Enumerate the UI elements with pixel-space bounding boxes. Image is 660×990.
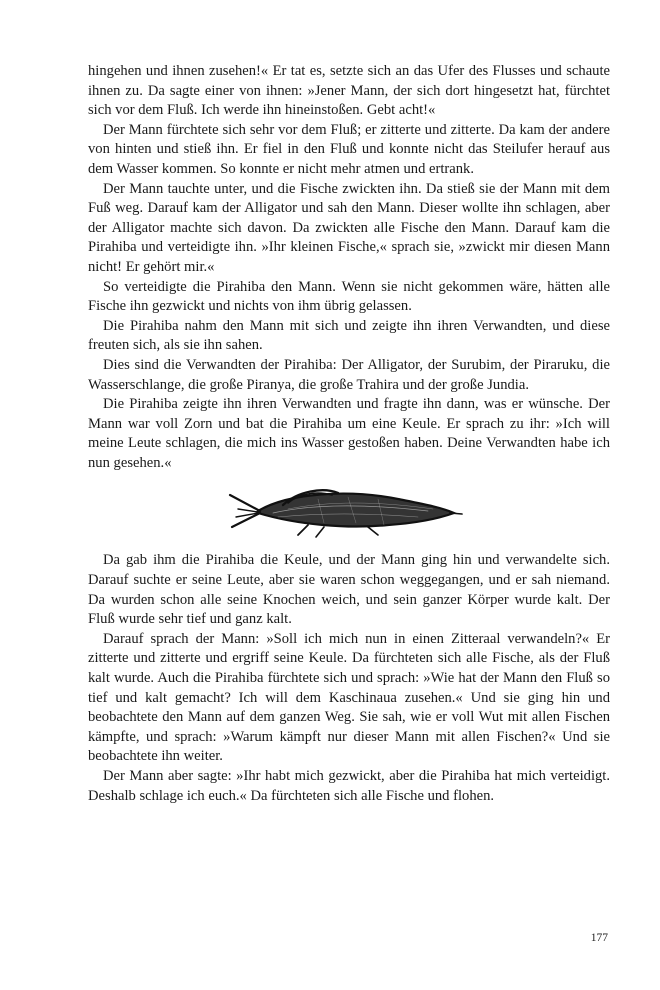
paragraph: hingehen und ihnen zusehen!« Er tat es, setzte sich an das Ufer des Flusses und schaute ihnen zu. Da sagte einer von ihnen: »Jener Mann, der sich dort hingesetzt hat, fürchtet sich vor dem Fluß. Ich werde ihn hineinstoßen. Gebt acht!«: [88, 63, 610, 119]
paragraph: Da gab ihm die Pirahiba die Keule, und der Mann ging hin und verwandelte sich. Darauf suchte er seine Leute, aber sie waren schon weggegangen, und er sah niemand. Da wurden schon alle seine Knochen weich, und sein ganzer Körper wurde kalt. Der Fluß wurde sehr tief und ganz kalt.: [88, 552, 610, 628]
fish-illustration: [88, 473, 610, 551]
paragraph: Der Mann tauchte unter, und die Fische zwickten ihn. Da stieß sie der Mann mit dem Fuß weg. Darauf kam der Alligator und sah den Mann. Dieser wollte ihn schlagen, aber der Alligator machte sich davon. Da zwickten alle Fische den Mann. Darauf kam die Pirahiba und verteidigte ihn. »Ihr kleinen Fische,« sprach sie, »zwickt mir diesen Mann nicht! Er gehört mir.«: [88, 180, 610, 275]
paragraph: Die Pirahiba zeigte ihn ihren Verwandten und fragte ihn dann, was er wünsche. Der Mann war voll Zorn und bat die Pirahiba um eine Keule. Er sprach zu ihr: »Ich will meine Leute schlagen, die mich ins Wasser gestoßen haben. Deine Verwandten habe ich nun gesehen.«: [88, 396, 610, 471]
fish-drawing-icon: [228, 483, 464, 539]
paragraph: Der Mann fürchtete sich sehr vor dem Fluß; er zitterte und zitterte. Da kam der andere von hinten und stieß ihn. Er fiel in den Fluß und konnte nicht das Steilufer herauf aus dem Wasser kommen. So konnte er nicht mehr atmen und ertrank.: [88, 121, 610, 177]
page-body: [88, 62, 610, 806]
paragraph: So verteidigte die Pirahiba den Mann. Wenn sie nicht gekommen wäre, hätten alle Fische ihn gezwickt und nichts von ihm übrig gelassen.: [88, 278, 610, 315]
paragraph: Die Pirahiba nahm den Mann mit sich und zeigte ihn ihren Verwandten, und diese freuten sich, als sie ihn sahen.: [88, 317, 610, 354]
page-number: 177: [590, 932, 608, 944]
paragraph: Darauf sprach der Mann: »Soll ich mich nun in einen Zitteraal verwandeln?« Er zitterte und zitterte und ergriff seine Keule. Da fürchteten sich alle Fische, als der Fluß kalt wurde. Auch die Pirahiba fürchtete sich und sprach: »Wie hat der Mann den Fluß so tief und kalt gemacht? Ich will dem Kaschinaua zusehen.« Und sie ging hin und beobachtete den Mann auf dem ganzen Weg. Sie sah, wie er voll Wut mit allen Fischen kämpfte, und sprach: »Warum kämpft nur dieser Mann mit allen Fischen?« Und sie beobachtete ihn weiter.: [88, 630, 610, 765]
paragraph: Der Mann aber sagte: »Ihr habt mich gezwickt, aber die Pirahiba hat mich verteidigt. Deshalb schlage ich euch.« Da fürchteten sich alle Fische und flohen.: [88, 768, 610, 804]
paragraph: Dies sind die Verwandten der Pirahiba: Der Alligator, der Surubim, der Piraruku, die Wasserschlange, die große Piranya, die große Trahira und der große Jundia.: [88, 356, 610, 393]
